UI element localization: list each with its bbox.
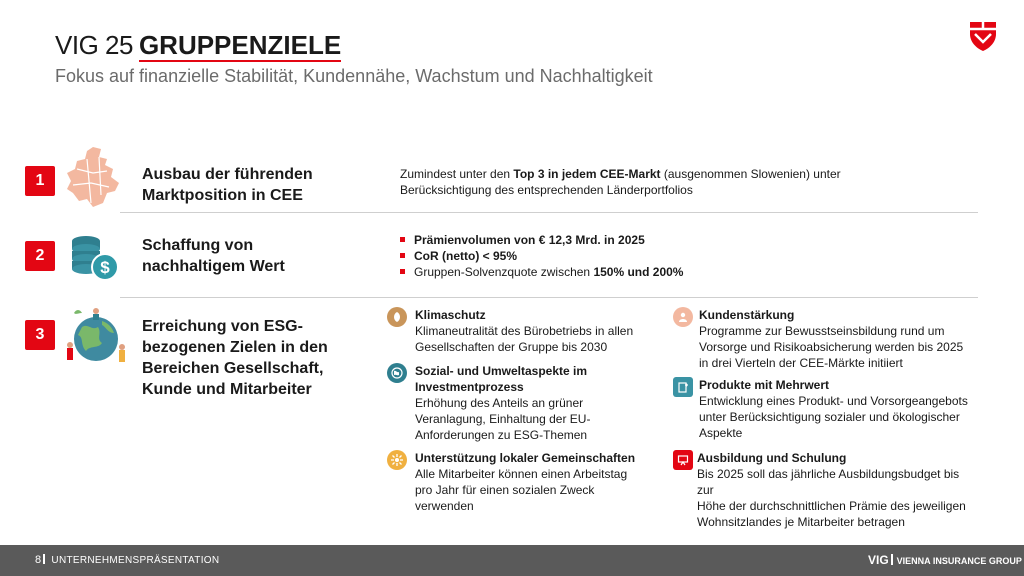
heading-line: bezogenen Zielen in den	[142, 339, 328, 356]
esg-body-line: Klimaneutralität des Bürobetriebs in allen	[415, 324, 634, 338]
row-number-badge: 1	[25, 166, 55, 196]
title-main: GRUPPENZIELE	[138, 30, 342, 60]
row-divider	[120, 297, 978, 298]
esg-title: Investmentprozess	[415, 380, 524, 394]
esg-title: Sozial- und Umweltaspekte im	[415, 364, 588, 378]
esg-body-line: Anforderungen zu ESG-Themen	[415, 428, 588, 442]
esg-globe-people-icon	[62, 305, 130, 367]
cee-map-icon	[63, 143, 125, 211]
svg-text:$: $	[100, 258, 110, 277]
row-divider	[120, 212, 978, 213]
training-icon	[673, 450, 693, 470]
heading-line: Erreichung von ESG-	[142, 318, 303, 335]
esg-body-line: Bis 2025 soll das jährliche Ausbildungsbudget bis zur	[697, 467, 960, 497]
esg-body-line: Veranlagung, Einhaltung der EU-	[415, 412, 591, 426]
product-icon	[673, 377, 693, 397]
page-subtitle: Fokus auf finanzielle Stabilität, Kundennähe, Wachstum und Nachhaltigkeit	[55, 66, 653, 86]
heading-line: Ausbau der führenden	[142, 166, 313, 183]
esg-body-line: Alle Mitarbeiter können einen Arbeitstag	[415, 467, 628, 481]
vig-logo-icon	[968, 20, 998, 52]
esg-title: Unterstützung lokaler Gemeinschaften	[415, 451, 636, 465]
leaf-icon	[387, 307, 407, 327]
bullet-item	[400, 264, 683, 280]
bullet-bold-text: 150% und 200%	[593, 265, 684, 279]
bullet-item	[400, 248, 683, 264]
footer-page-info	[35, 554, 219, 566]
desc-text: (ausgenommen Slowenien) unter	[660, 167, 841, 181]
esg-body-line: Gesellschaften der Gruppe bis 2030	[415, 340, 608, 354]
footer-brand-short: VIG	[868, 553, 889, 567]
bullet-text: Prämienvolumen von € 12,3 Mrd. in 2025	[414, 233, 645, 247]
heading-line: Bereichen Gesellschaft,	[142, 360, 324, 377]
footer-label: UNTERNEHMENSPRÄSENTATION	[51, 555, 220, 566]
globe-icon	[387, 363, 407, 383]
desc-text: Zumindest unter den	[400, 167, 514, 181]
title-prefix: VIG 25	[55, 30, 133, 60]
esg-body-line: in drei Vierteln der CEE-Märkte initiiert	[699, 356, 903, 370]
esg-body-line: Aspekte	[699, 426, 743, 440]
row-2-bullets	[400, 232, 683, 280]
esg-title: Produkte mit Mehrwert	[699, 378, 830, 392]
esg-body-line: Vorsorge und Risikoabsicherung werden bis 2025	[699, 340, 964, 354]
community-icon	[387, 450, 407, 470]
footer-brand	[868, 553, 1022, 567]
footer-brand-full: VIENNA INSURANCE GROUP	[896, 556, 1022, 566]
row-3-heading	[142, 316, 328, 400]
esg-title: Ausbildung und Schulung	[697, 451, 847, 465]
row-number-badge: 2	[25, 241, 55, 271]
esg-body-line: Programme zur Bewusstseinsbildung rund um	[699, 324, 945, 338]
desc-bold-text: Top 3 in jedem CEE-Markt	[513, 167, 661, 181]
esg-body-line: Erhöhung des Anteils an grüner	[415, 396, 584, 410]
heading-line: Marktposition in CEE	[142, 187, 303, 204]
esg-body-line: Höhe der durchschnittlichen Prämie des jeweiligen	[697, 499, 966, 513]
esg-body-line: unter Berücksichtigung sozialer und ökologischer	[699, 410, 960, 424]
esg-body-line: Wohnsitzlandes je Mitarbeiter betragen	[697, 515, 905, 529]
esg-body-line: Entwicklung eines Produkt- und Vorsorgeangebots	[699, 394, 968, 408]
customer-icon	[673, 307, 693, 327]
bullet-text: Gruppen-Solvenzquote zwischen	[414, 265, 594, 279]
footer-divider	[43, 554, 45, 564]
esg-title: Kundenstärkung	[699, 308, 795, 322]
heading-line: Kunde und Mitarbeiter	[142, 381, 312, 398]
heading-line: nachhaltigem Wert	[142, 258, 285, 275]
bullet-item	[400, 232, 683, 248]
page-title	[55, 30, 341, 60]
row-1-heading	[142, 164, 313, 206]
footer-divider	[891, 554, 893, 565]
row-1-description	[400, 166, 841, 198]
esg-title: Klimaschutz	[415, 308, 486, 322]
coins-icon	[68, 233, 120, 283]
row-number-badge: 3	[25, 320, 55, 350]
page-number: 8	[35, 554, 42, 566]
desc-text: Berücksichtigung des entsprechenden Länderportfolios	[400, 183, 693, 197]
bullet-text: CoR (netto) < 95%	[414, 249, 518, 263]
row-2-heading	[142, 235, 285, 277]
heading-line: Schaffung von	[142, 237, 254, 254]
esg-body-line: pro Jahr für einen sozialen Zweck	[415, 483, 595, 497]
esg-body-line: verwenden	[415, 499, 474, 513]
